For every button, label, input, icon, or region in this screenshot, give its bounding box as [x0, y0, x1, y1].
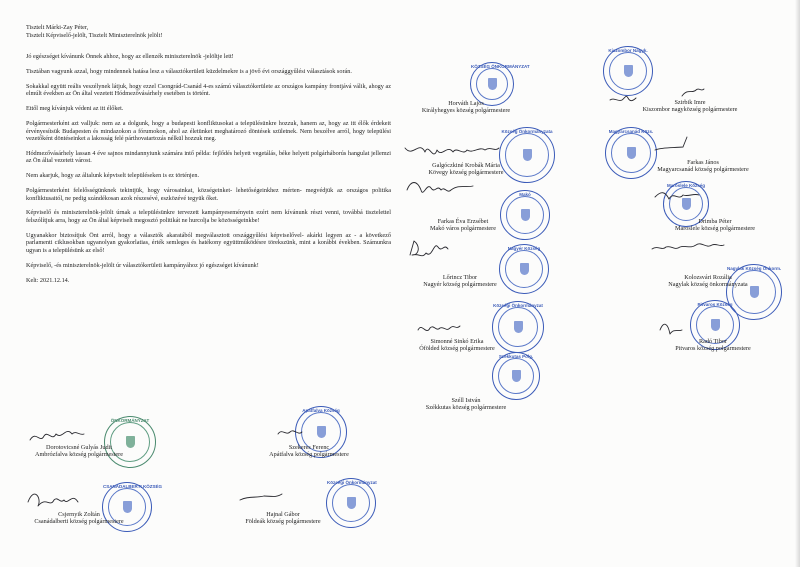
official-stamp: ÖNKORMÁNYZAT — [104, 416, 156, 468]
letter-paragraph: Nem akarjuk, hogy az általunk képviselt településeken is ez történjen. — [26, 172, 200, 180]
letter-greeting-2: Tisztelt Képviselő-jelölt, Tisztelt Miniszterelnök jelölt! — [26, 31, 163, 39]
signatory-role: Nagyér község polgármestere — [423, 281, 497, 289]
signatory-role: Pitvaros község polgármestere — [675, 345, 751, 353]
signatory-role: Ófölded község polgármestere — [419, 345, 495, 353]
signatory-role: Székkutas község polgármestere — [425, 404, 507, 412]
signatory-name: Lőrincz Tibor — [442, 274, 478, 281]
signatory — [4, 444, 154, 459]
official-stamp: Kiszombor Nagyk. — [603, 46, 653, 96]
letter-paragraph: Képviselő és miniszterelnök-jelölt úrnak a településünkre tervezett kampányeseményein ezért nem kívánunk részt venni, továbbá tisztelettel felszólítjuk arra, hogy az Ön által képviselt megosztó politikát ne hurcolja be közösségeinkbe! — [26, 209, 391, 224]
signatory — [388, 218, 538, 233]
signatory — [638, 338, 788, 353]
official-stamp: Nagylak Község Önkorm. — [726, 264, 782, 320]
letter-paragraph: Ettől meg kívánjuk védeni az itt élőket. — [26, 105, 124, 113]
signatory-role: Földeák község polgármestere — [245, 518, 321, 526]
signatory-name: Farkas Éva Erzsébet — [437, 218, 489, 225]
official-stamp: Község Önkormányzata — [499, 127, 555, 183]
official-stamp: Pitvaros Község — [690, 300, 740, 350]
signatory-name: Horváth Lajos — [448, 100, 484, 107]
letter-paragraph: Képviselő, -és miniszterelnök-jelölt úr választókerületi kampányához jó egészséget kívánunk! — [26, 261, 259, 269]
letter-greeting-1: Tisztelt Márki-Zay Péter, — [26, 24, 89, 31]
official-stamp: Községi Önkormányzat — [492, 301, 544, 353]
signatory-name: Drimba Péter — [698, 218, 732, 225]
official-stamp: Székkutas Polg. — [492, 352, 540, 400]
signatory — [640, 218, 790, 233]
signatory — [391, 162, 541, 177]
signatory-name: Simonné Sinkó Erika — [430, 338, 484, 345]
signatory-role: Királyhegyes község polgármestere — [421, 107, 511, 115]
letter-paragraph: Tisztában vagyunk azzal, hogy mindennek hatása lesz a választókerületi küzdelmekre is a jövő évi országgyűlési választások során. — [26, 67, 352, 75]
official-stamp: Magyarcsanád Közs. — [605, 127, 657, 179]
official-stamp: CSANÁDALBERTI KÖZSÉG — [102, 482, 152, 532]
signatory — [633, 274, 783, 289]
letter-paragraph: Jó egészséget kívánunk Önnek ahhoz, hogy az ellenzék miniszterelnök -jelöltje lett! — [26, 53, 234, 61]
signatory-name: Farkas János — [687, 159, 719, 166]
signatory — [628, 159, 778, 174]
signatory-role: Magyarcsanád község polgármestere — [657, 166, 749, 174]
letter-paragraph: Ugyanakkor biztosítjuk Önt arról, hogy a választók akaratából megválasztott országgyűlési képviselővel- akárki legyen az - a következő parlamenti ciklusokban ugyanolyan gyakorlatias, érték semleges és hatékony együttműködésre törekszünk, mint a korábbi években. Számunkra ugyan is a településünk az első! — [26, 231, 391, 254]
signatory — [208, 511, 358, 526]
official-stamp: Apátfalva Község — [295, 406, 347, 458]
letter-paragraph: Polgármesterként azt valljuk: nem az a dolgunk, hogy a budapesti konfliktusokat a településünkre hozzuk, hanem az, hogy az itt élők érdekeit érvényesítsük Budapesten és mindazokon a fórumokon, ahol az életünket meghatározó döntések születnek. Nem beszélve arról, hogy települési vezetőként döntéseinket a lakosság felé párthovatartozás nélkül hozzuk meg. — [26, 119, 391, 143]
official-stamp: Nagyér Község — [499, 244, 549, 294]
official-stamp: KÖZSÉG ÖNKORMÁNYZAT — [470, 62, 514, 106]
signatory-role: Maroslele község polgármestere — [674, 225, 756, 233]
signatory-role: Apátfalva község polgármestere — [269, 451, 349, 459]
signatory — [385, 274, 535, 289]
signatory-role: Makó város polgármestere — [430, 225, 496, 233]
signatory-name: Széll István — [451, 397, 481, 404]
letter-paragraph: Sokakkal együtt reális veszélynek látjuk, hogy ezzel Csongrád-Csanád 4-es számú választókerülete az országos kampány frontjává válik, ahogy az elmúlt években az Ön által vezetett Hódmezővásárhely esetében is történt. — [26, 82, 391, 98]
letter-paragraph: Polgármesterként felelősségünknek tekintjük, hogy városainkat, községeinket- lehetőségeinkhez mérten- megvédjük az országos politika konfliktusaitól, ne pedig szándékosan azok részesévé, eszközévé tegyük őket. — [26, 187, 391, 202]
letter-date: Kelt: 2021.12.14. — [26, 276, 70, 284]
signatory-name: Szirbik Imre — [674, 99, 706, 106]
signatory — [4, 511, 154, 526]
signatory-role: Ambrózfalva község polgármestere — [35, 451, 123, 459]
signatory-name: Szekeres Ferenc — [288, 444, 330, 451]
signatory — [382, 338, 532, 353]
signatory — [234, 444, 384, 459]
signatory-name: Galgóczkiné Krobák Mária — [432, 162, 500, 169]
signatory-name: Csjernyik Zoltán — [58, 511, 100, 518]
letter-paragraph: Hódmezővásárhely lassan 4 éve sajnos mindannyiunk számára intő példa: fejlődés helyett vegetálás, béke helyett polgárháborús hangulat jellemzi az Ön által vezetett várost. — [26, 149, 391, 165]
signatory-name: Kolozsvári Rozália — [684, 274, 732, 281]
signatory — [391, 397, 541, 412]
signatory-role: Nagylak község önkormányzata — [668, 281, 748, 289]
official-stamp: Makó — [500, 190, 550, 240]
signatory-role: Kövegy község polgármestere — [428, 169, 504, 177]
signatory-name: Radó Tibor — [698, 338, 728, 345]
signatory — [615, 99, 765, 114]
signatory — [391, 100, 541, 115]
signatory-name: Hajnal Gábor — [266, 511, 300, 518]
signatory-name: Dorotovicsné Gulyás Judit — [46, 444, 112, 451]
official-stamp: Maroslele Község — [663, 181, 709, 227]
signatory-role: Kiszombor nagyközség polgármestere — [642, 106, 738, 114]
signatory-role: Csanádalberti község polgármestere — [34, 518, 124, 526]
official-stamp: Községi Önkormányzat — [326, 478, 376, 528]
